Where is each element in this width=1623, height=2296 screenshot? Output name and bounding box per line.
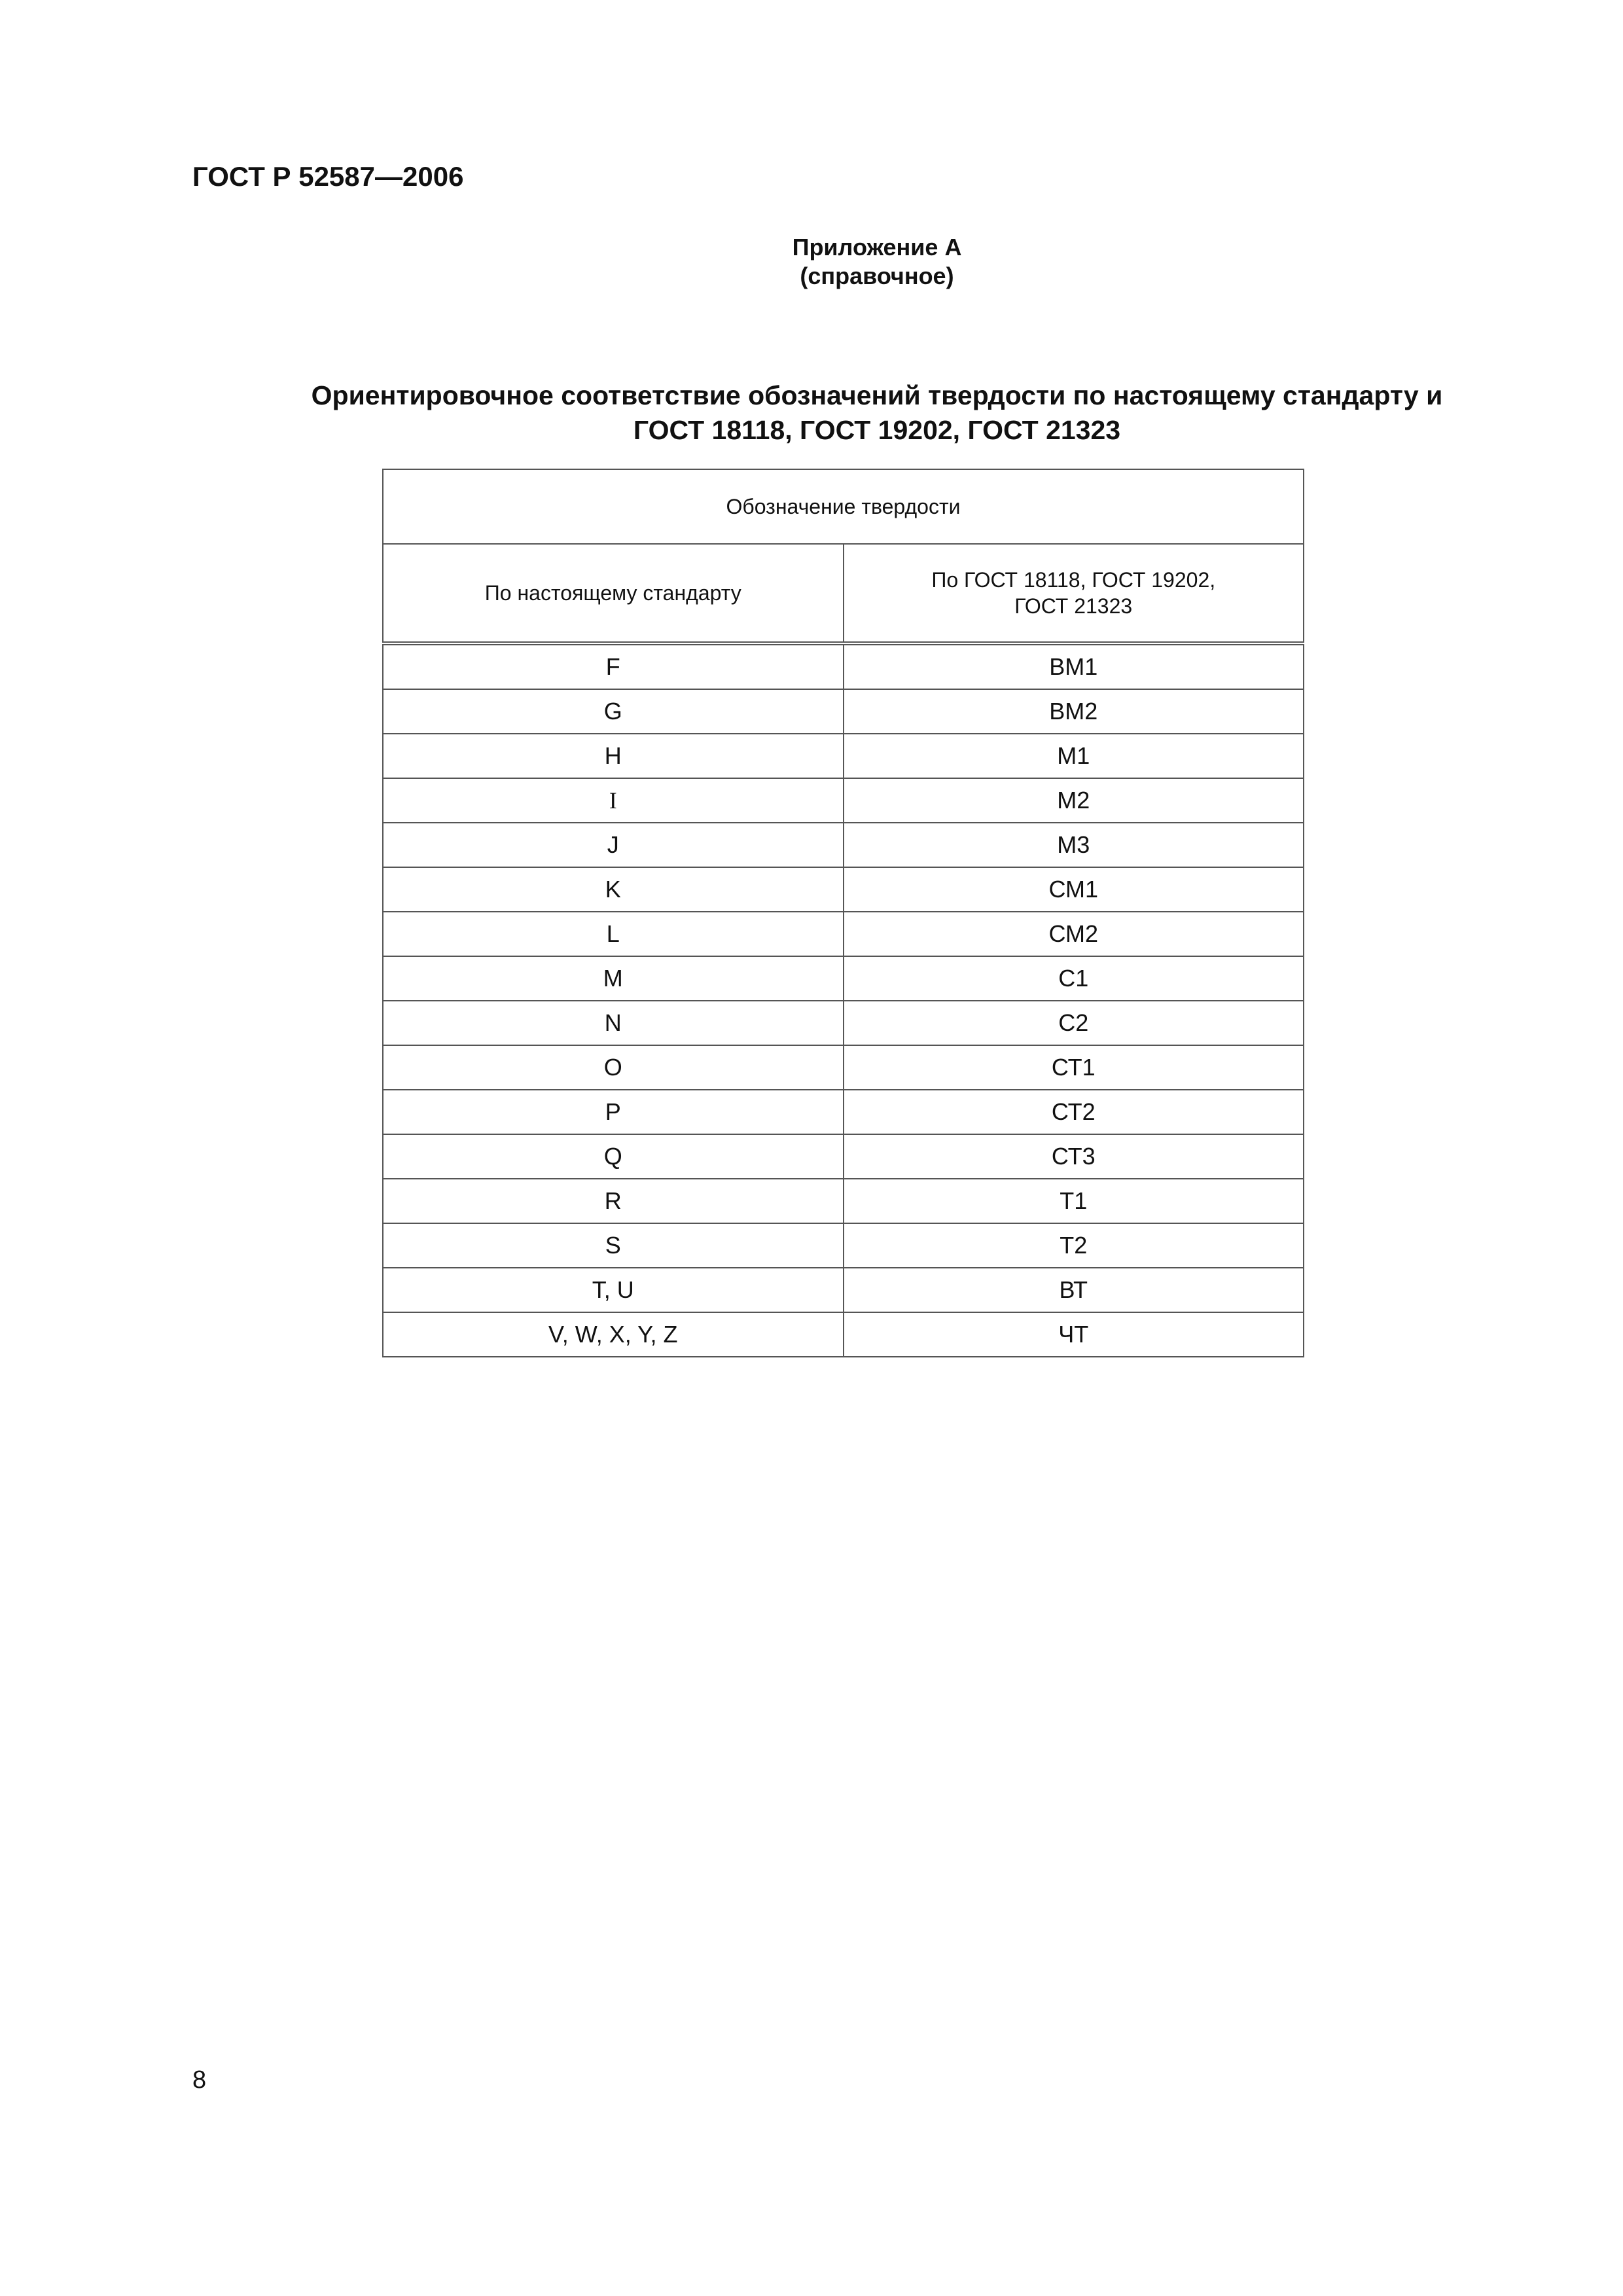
hardness-correspondence-table — [382, 469, 1304, 1357]
table-row — [383, 1090, 1304, 1134]
cell-standard: F — [383, 643, 844, 689]
table-row — [383, 1134, 1304, 1179]
table-row — [383, 778, 1304, 823]
table-row — [383, 1001, 1304, 1045]
cell-standard: S — [383, 1223, 844, 1268]
cell-standard: R — [383, 1179, 844, 1223]
table-row — [383, 1045, 1304, 1090]
col-header-gost-line-1: По ГОСТ 18118, ГОСТ 19202, — [931, 568, 1216, 592]
page-number: 8 — [192, 2066, 207, 2094]
table-row — [383, 643, 1304, 689]
table-row — [383, 1179, 1304, 1223]
group-header: Обозначение твердости — [383, 469, 1304, 544]
cell-gost: СМ2 — [844, 912, 1304, 956]
cell-gost: Т1 — [844, 1179, 1304, 1223]
col-header-gost — [844, 544, 1304, 643]
table-row — [383, 1312, 1304, 1357]
cell-gost: Т2 — [844, 1223, 1304, 1268]
annex-type: (справочное) — [800, 262, 954, 289]
cell-gost: С2 — [844, 1001, 1304, 1045]
table-row — [383, 1268, 1304, 1312]
cell-standard: L — [383, 912, 844, 956]
table-row — [383, 867, 1304, 912]
cell-standard: T, U — [383, 1268, 844, 1312]
cell-gost: СТ3 — [844, 1134, 1304, 1179]
cell-standard: J — [383, 823, 844, 867]
cell-standard: H — [383, 734, 844, 778]
cell-gost: ВМ2 — [844, 689, 1304, 734]
cell-gost: М1 — [844, 734, 1304, 778]
cell-standard: K — [383, 867, 844, 912]
cell-gost: СТ2 — [844, 1090, 1304, 1134]
cell-gost: ЧТ — [844, 1312, 1304, 1357]
cell-gost: М3 — [844, 823, 1304, 867]
table-row — [383, 823, 1304, 867]
table-title — [0, 378, 1623, 448]
document-code: ГОСТ Р 52587—2006 — [192, 161, 464, 192]
table-row — [383, 912, 1304, 956]
col-header-gost-line-2: ГОСТ 21323 — [1014, 594, 1133, 618]
annex-label: Приложение А — [792, 234, 962, 260]
annex-heading — [0, 233, 1623, 291]
table-row — [383, 689, 1304, 734]
cell-gost: С1 — [844, 956, 1304, 1001]
table-title-line-1: Ориентировочное соответствие обозначений твердости по настоящему стандарту и — [311, 380, 1443, 410]
table-row — [383, 956, 1304, 1001]
cell-gost: М2 — [844, 778, 1304, 823]
cell-standard: I — [383, 778, 844, 823]
table-row — [383, 1223, 1304, 1268]
hardness-table-container — [382, 469, 1304, 1357]
cell-standard: P — [383, 1090, 844, 1134]
table-title-line-2: ГОСТ 18118, ГОСТ 19202, ГОСТ 21323 — [633, 415, 1121, 445]
cell-gost: ВМ1 — [844, 643, 1304, 689]
cell-standard: M — [383, 956, 844, 1001]
cell-gost: СТ1 — [844, 1045, 1304, 1090]
cell-standard: Q — [383, 1134, 844, 1179]
cell-gost: СМ1 — [844, 867, 1304, 912]
cell-standard: V, W, X, Y, Z — [383, 1312, 844, 1357]
cell-gost: ВТ — [844, 1268, 1304, 1312]
cell-standard: N — [383, 1001, 844, 1045]
cell-standard: O — [383, 1045, 844, 1090]
col-header-this-standard: По настоящему стандарту — [383, 544, 844, 643]
table-row — [383, 734, 1304, 778]
cell-standard: G — [383, 689, 844, 734]
